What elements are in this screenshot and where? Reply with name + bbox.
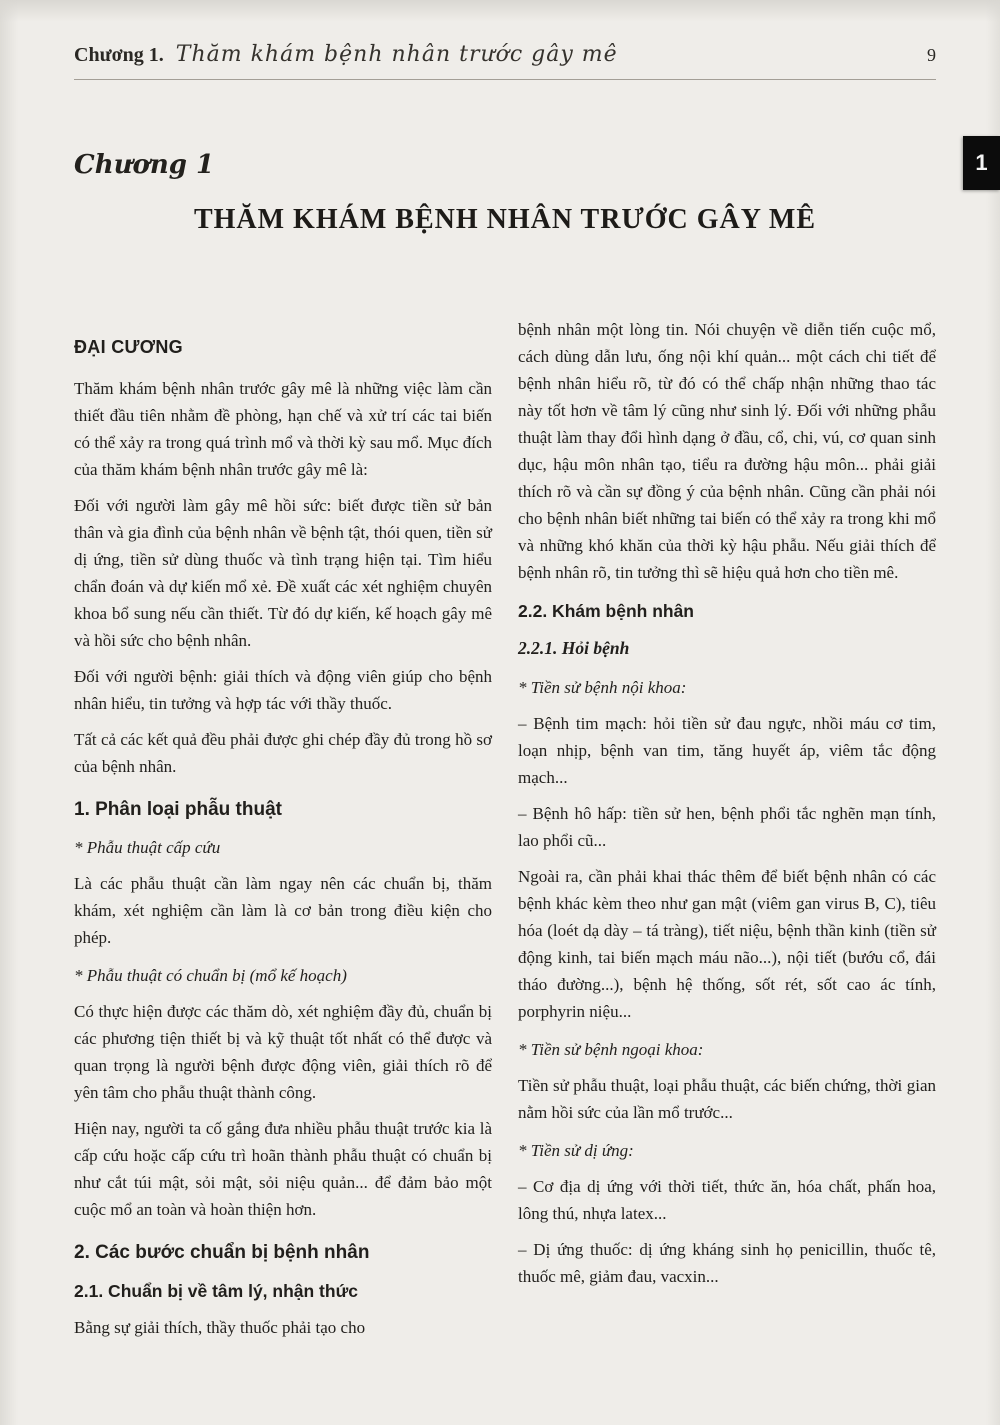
sub-heading: 2.1. Chuẩn bị về tâm lý, nhận thức bbox=[74, 1281, 358, 1301]
star-italic: * Phẫu thuật cấp cứu bbox=[74, 838, 221, 857]
running-header-title: Thăm khám bệnh nhân trước gây mê bbox=[175, 42, 618, 67]
paragraph: Tiền sử phẫu thuật, loại phẫu thuật, các biến chứng, thời gian nằm hồi sức của lần mổ trước... bbox=[518, 1076, 936, 1122]
paragraph: – Bệnh hô hấp: tiền sử hen, bệnh phổi tắc nghẽn mạn tính, lao phổi cũ... bbox=[518, 804, 936, 850]
paragraph: Là các phẫu thuật cần làm ngay nên các chuẩn bị, thăm khám, xét nghiệm cần làm là cơ bản trong điều kiện cho phép. bbox=[74, 874, 492, 947]
page-number: 9 bbox=[927, 45, 936, 65]
two-column-body bbox=[74, 316, 936, 1350]
paragraph: Bằng sự giải thích, thầy thuốc phải tạo cho bbox=[74, 1318, 366, 1337]
sub-heading: 2.2. Khám bệnh nhân bbox=[518, 601, 694, 621]
num-heading: 1. Phân loại phẫu thuật bbox=[74, 799, 282, 820]
paragraph: bệnh nhân một lòng tin. Nói chuyện về diễn tiến cuộc mổ, cách dùng dẫn lưu, ống nội khí quản... một cách chi tiết để bệnh nhân hiểu rõ, từ đó có thể chấp nhận những thao tác này tốt hơn về tâm lý cũng như sinh lý. Đối với những phẫu thuật làm thay đổi hình dạng ở đầu, cổ, chi, vú, cơ quan sinh dục, hậu môn nhân tạo, tiểu ra đường hậu môn... phải giải thích rõ và cần sự đồng ý của bệnh nhân. Cũng cần phải nói cho bệnh nhân biết những tai biến có thể xảy ra trong khi mổ và những khó khăn của thời kỳ hậu phẫu. Nếu giải thích để bệnh nhân rõ, tin tưởng thì sẽ hiệu quả hơn cho tiền mê. bbox=[518, 320, 936, 582]
paragraph: Thăm khám bệnh nhân trước gây mê là những việc làm cần thiết đầu tiên nhằm đề phòng, hạn chế và xử trí các tai biến có thể xảy ra trong quá trình mổ và thời kỳ sau mổ. Mục đích của thăm khám bệnh nhân trước gây mê là: bbox=[74, 379, 492, 479]
left-column bbox=[74, 316, 492, 1350]
chapter-heading: Chương 1 bbox=[74, 150, 215, 180]
paragraph: Đối với người bệnh: giải thích và động viên giúp cho bệnh nhân hiểu, tin tưởng và hợp tác với thầy thuốc. bbox=[74, 667, 492, 713]
page-title: THĂM KHÁM BỆNH NHÂN TRƯỚC GÂY MÊ bbox=[193, 204, 817, 235]
running-header-chapter-label: Chương 1. bbox=[74, 44, 164, 66]
star-italic: * Tiền sử bệnh nội khoa: bbox=[518, 678, 687, 697]
right-column bbox=[518, 316, 936, 1350]
paragraph: Hiện nay, người ta cố gắng đưa nhiều phẫu thuật trước kia là cấp cứu hoặc cấp cứu trì hoãn thành phẫu thuật có chuẩn bị như cắt túi mật, sỏi mật, sỏi niệu quản... để đảm bảo một cuộc mổ an toàn và hoàn thiện hơn. bbox=[74, 1119, 492, 1219]
chapter-side-tab bbox=[963, 136, 1000, 190]
star-italic: * Phẫu thuật có chuẩn bị (mổ kế hoạch) bbox=[74, 966, 347, 985]
num-heading: 2. Các bước chuẩn bị bệnh nhân bbox=[74, 1242, 370, 1263]
star-italic: * Tiền sử dị ứng: bbox=[518, 1141, 634, 1160]
paragraph: Đối với người làm gây mê hồi sức: biết được tiền sử bản thân và gia đình của bệnh nhân về bệnh tật, thói quen, tiền sử dị ứng, tiền sử dùng thuốc và tình trạng hiện tại. Tìm hiểu chẩn đoán và dự kiến mổ xẻ. Đề xuất các xét nghiệm chuyên khoa bổ sung nếu cần thiết. Từ đó dự kiến, kế hoạch gây mê và hồi sức cho bệnh nhân. bbox=[74, 496, 492, 650]
paragraph: – Dị ứng thuốc: dị ứng kháng sinh họ penicillin, thuốc tê, thuốc mê, giảm đau, vacxin... bbox=[518, 1240, 936, 1286]
sub-sub-heading: 2.2.1. Hỏi bệnh bbox=[518, 638, 630, 658]
section-heading: ĐẠI CƯƠNG bbox=[74, 337, 183, 357]
paragraph: Tất cả các kết quả đều phải được ghi chép đầy đủ trong hồ sơ của bệnh nhân. bbox=[74, 730, 492, 776]
star-italic: * Tiền sử bệnh ngoại khoa: bbox=[518, 1040, 704, 1059]
paragraph: – Cơ địa dị ứng với thời tiết, thức ăn, hóa chất, phấn hoa, lông thú, nhựa latex... bbox=[518, 1177, 936, 1223]
running-header bbox=[74, 42, 936, 80]
paragraph: Ngoài ra, cần phải khai thác thêm để biết bệnh nhân có các bệnh khác kèm theo như gan mật (viêm gan virus B, C), tiêu hóa (loét dạ dày – tá tràng), tiết niệu, bệnh thần kinh (tiền sử động kinh, tai biến mạch máu não...), nội tiết (bướu cổ, đái tháo đường...), bệnh hệ thống, sốt rét, sốt cao ác tính, porphyrin niệu... bbox=[518, 867, 936, 1021]
paragraph: – Bệnh tim mạch: hỏi tiền sử đau ngực, nhồi máu cơ tim, loạn nhịp, bệnh van tim, tăng huyết áp, viêm tắc động mạch... bbox=[518, 714, 936, 787]
chapter-side-tab-label: 1 bbox=[975, 150, 988, 175]
paragraph: Có thực hiện được các thăm dò, xét nghiệm đầy đủ, chuẩn bị các phương tiện thiết bị và kỹ thuật tốt nhất có thể được và quan trọng là người bệnh được động viên, giải thích rõ để yên tâm cho phẫu thuật thành công. bbox=[74, 1002, 492, 1102]
